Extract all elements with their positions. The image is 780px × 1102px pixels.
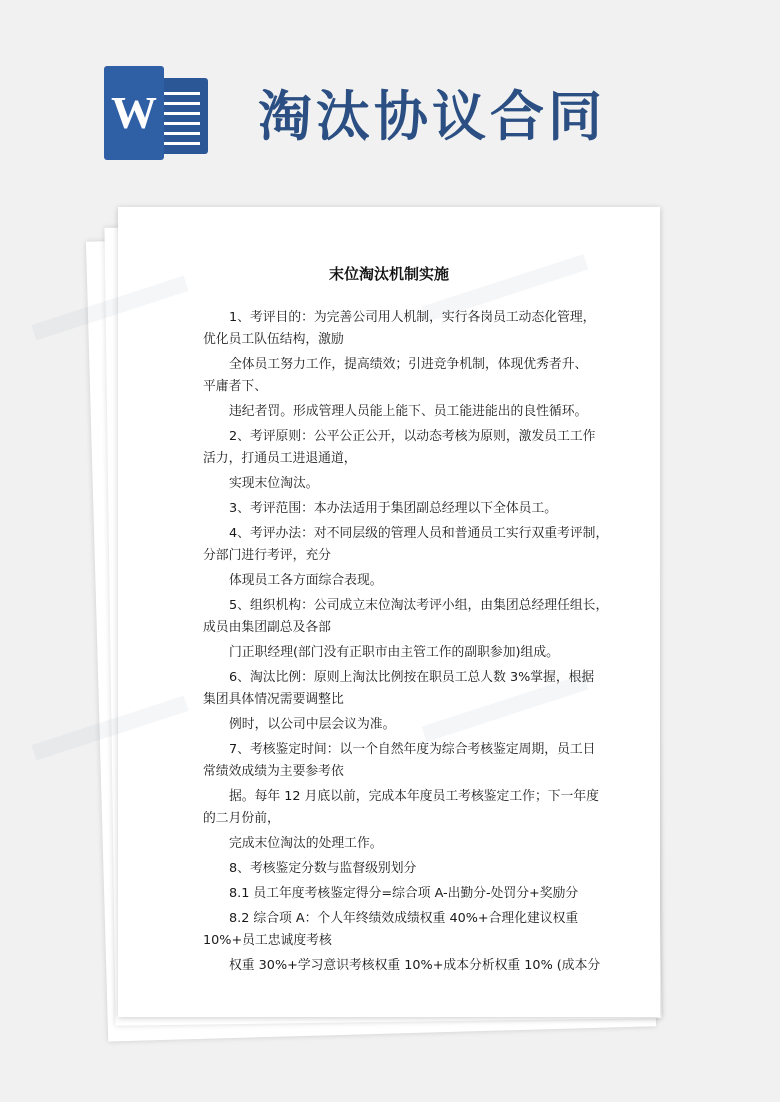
paragraph-line: 集团具体情况需要调整比 [203,692,344,707]
paragraph [203,908,643,952]
paragraph-line: 成员由集团副总及各部 [203,620,331,635]
paragraph-line: 权重 30%+学习意识考核权重 10%+成本分析权重 10% (成本分 [229,958,601,973]
paragraph-line: 例时，以公司中层会议为准。 [229,717,396,732]
paragraph [203,426,643,470]
paragraph-line: 平庸者下、 [203,379,267,394]
paragraph-line: 体现员工各方面综合表现。 [229,573,383,588]
paragraph-line: 违纪者罚。形成管理人员能上能下、员工能进能出的良性循环。 [229,404,588,419]
word-letter-badge: W [104,66,164,160]
paragraph-line: 常绩效成绩为主要参考依 [203,764,344,779]
paragraph-line: 全体员工努力工作，提高绩效；引进竞争机制，体现优秀者升、 [229,357,588,372]
paragraph-line: 8.1 员工年度考核鉴定得分=综合项 A-出勤分-处罚分+奖励分 [229,886,579,901]
document-body [203,307,643,980]
document-title: 末位淘汰机制实施 [328,265,449,283]
paragraph [203,858,643,880]
paragraph [203,498,643,520]
paragraph [203,523,643,567]
paragraph-line: 6、淘汰比例：原则上淘汰比例按在职员工总人数 3%掌握，根据 [229,670,595,685]
paragraph-line: 1、考评目的：为完善公司用人机制，实行各岗员工动态化管理， [229,310,596,325]
paragraph [203,307,643,351]
paragraph [203,473,643,495]
word-document-icon [104,66,210,160]
paragraph [203,667,643,711]
paragraph-line: 完成末位淘汰的处理工作。 [229,836,383,851]
paragraph [203,354,643,398]
paragraph [203,570,643,592]
paragraph [203,401,643,423]
paragraph-line: 优化员工队伍结构，激励 [203,332,344,347]
paragraph [203,739,643,783]
paragraph-line: 分部门进行考评，充分 [203,548,331,563]
paragraph [203,833,643,855]
paragraph-line: 活力，打通员工进退通道， [203,451,357,466]
paragraph [203,955,643,977]
paragraph-line: 5、组织机构：公司成立末位淘汰考评小组，由集团总经理任组长， [229,598,609,613]
paragraph [203,714,643,736]
paragraph-line: 2、考评原则：公平公正公开，以动态考核为原则，激发员工工作 [229,429,596,444]
paragraph [203,883,643,905]
paragraph-line: 8.2 综合项 A：个人年终绩效成绩权重 40%+合理化建议权重 [229,911,579,926]
paragraph-line: 3、考评范围：本办法适用于集团副总经理以下全体员工。 [229,501,558,516]
paragraph-line: 实现末位淘汰。 [229,476,319,491]
paragraph [203,595,643,639]
paragraph [203,786,643,830]
paragraph-line: 8、考核鉴定分数与监督级别划分 [229,861,417,876]
banner-title: 淘汰协议合同 [258,84,606,148]
paragraph-line: 门正职经理(部门没有正职市由主管工作的副职参加)组成。 [229,645,559,660]
paragraph-line: 10%+员工忠诚度考核 [203,933,332,948]
paragraph-line: 的二月份前， [203,811,280,826]
paragraph-line: 4、考评办法：对不同层级的管理人员和普通员工实行双重考评制， [229,526,609,541]
document-page [118,207,660,1017]
paragraph-line: 据。每年 12 月底以前，完成本年度员工考核鉴定工作；下一年度 [229,789,599,804]
banner [0,0,780,200]
paragraph [203,642,643,664]
paragraph-line: 7、考核鉴定时间：以一个自然年度为综合考核鉴定周期，员工日 [229,742,596,757]
